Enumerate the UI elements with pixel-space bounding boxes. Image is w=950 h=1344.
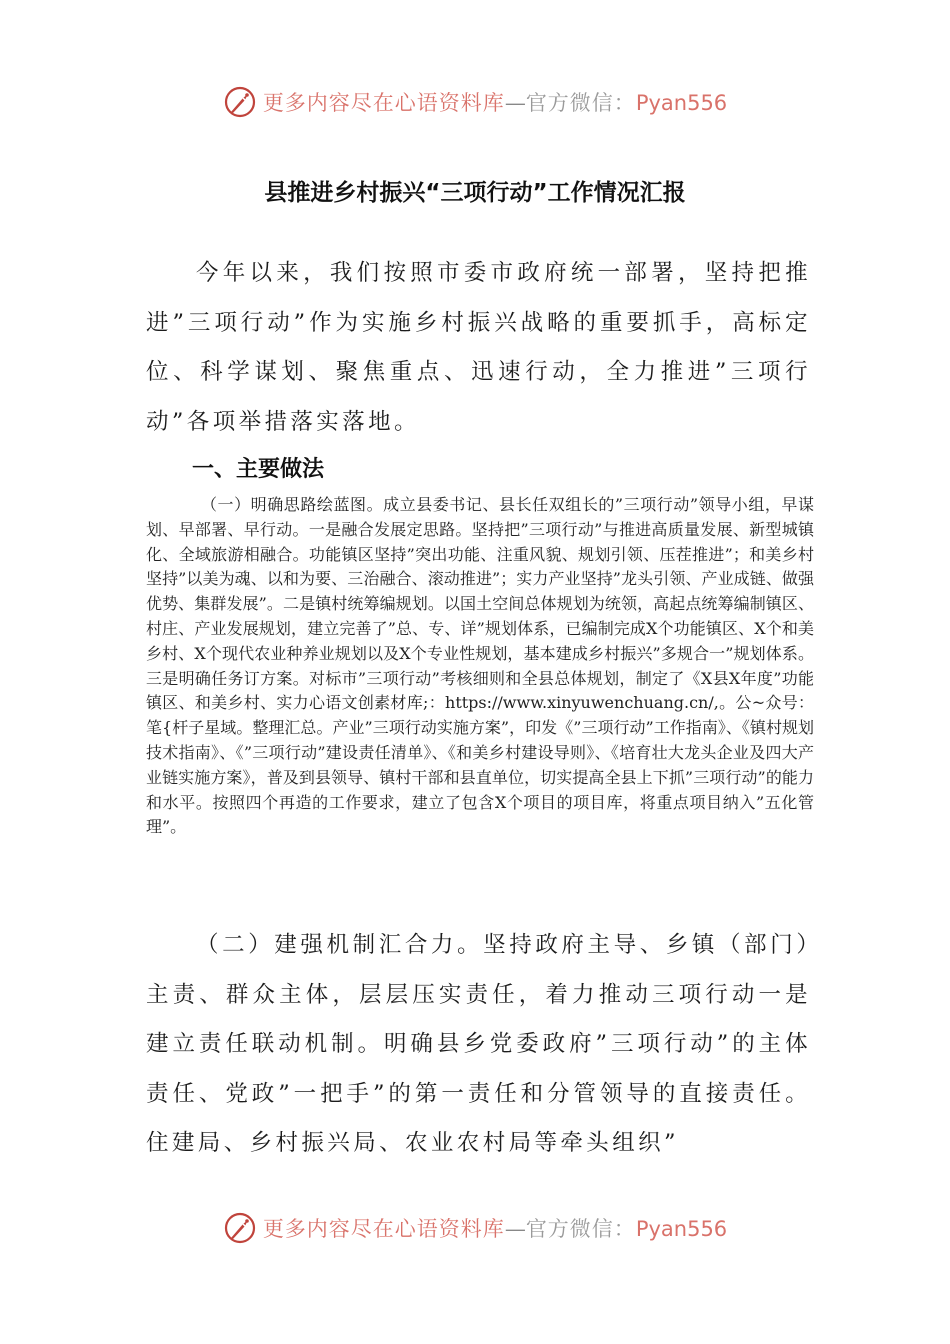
section2-paragraph: （二）建强机制汇合力。坚持政府主导、乡镇（部门）主责、群众主体，层层压实责任，着力推动三项行动一是建立责任联动机制。明确县乡党委政府”三项行动”的主体责任、党政”一把手”的第一责任和分管领导的直接责任。住建局、乡村振兴局、农业农村局等牵头组织” xyxy=(146,932,811,1156)
section1-paragraph: （一）明确思路绘蓝图。成立县委书记、县长任双组长的”三项行动”领导小组，早谋划、早部署、早行动。一是融合发展定思路。坚持把”三项行动”与推进高质量发展、新型城镇化、全域旅游相融合。功能镇区坚持”突出功能、注重风貌、规划引领、压茬推进”；和美乡村坚持”以美为魂、以和为要、三治融合、滚动推进”；实力产业坚持”龙头引领、产业成链、做强优势、集群发展”。二是镇村统筹编规划。以国土空间总体规划为统领，高起点统筹编制镇区、村庄、产业发展规划，建立完善了”总、专、详”规划体系，已编制完成X个功能镇区、X个和美乡村、X个现代农业种养业规划以及X个专业性规划，基本建成乡村振兴”多规合一”规划体系。三是明确任务订方案。对标市”三项行动”考核细则和全县总体规划，制定了《X县X年度”功能镇区、和美乡村、实力心语文创素材库;：https://www.xinyuwenchuang.cn/,。公~众号：笔{杆子星域。整理汇总。产业”三项行动实施方案”，印发《”三项行动”工作指南》、《镇村规划技术指南》、《”三项行动”建设责任清单》、《和美乡村建设导则》、《培育壮大龙头企业及四大产业链实施方案》，普及到县领导、镇村干部和县直单位，切实提高全县上下抓”三项行动”的能力和水平。按照四个再造的工作要求，建立了包含X个项目的项目库，将重点项目纳入”五化管理”。 xyxy=(146,495,814,837)
watermark-banner-top xyxy=(0,82,950,122)
pen-nib-icon xyxy=(223,85,257,119)
pen-nib-icon xyxy=(223,1211,257,1245)
watermark-text: 更多内容尽在心语资料库—官方微信：Pyan556 xyxy=(262,91,728,115)
watermark-banner-bottom xyxy=(0,1208,950,1248)
intro-paragraph: 今年以来，我们按照市委市政府统一部署，坚持把推进”三项行动”作为实施乡村振兴战略的重要抓手，高标定位、科学谋划、聚焦重点、迅速行动，全力推进”三项行动”各项举措落实落地。 xyxy=(146,260,811,435)
section-heading: 一、主要做法 xyxy=(192,457,325,482)
watermark-text: 更多内容尽在心语资料库—官方微信：Pyan556 xyxy=(262,1217,728,1241)
document-title: 县推进乡村振兴“三项行动”工作情况汇报 xyxy=(264,180,686,206)
